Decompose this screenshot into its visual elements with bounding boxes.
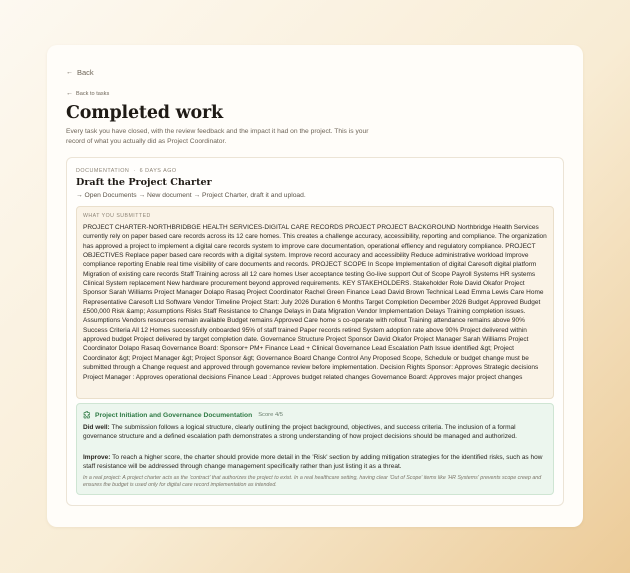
task-age: 6 DAYS AGO [139,168,177,174]
submission-text: PROJECT CHARTER-NORTHBRIDBGE HEALTH SERVICES-DIGITAL CARE RECORDS PROJECT PROJECT BACKGROUND Northbridge Health Services currently rely on paper based care records across its 12 care homes. This creates a challenge accuracy, accessibility, reporting and compliance. The organization has approved a project to implement a digital care records system to improve care documentation, operational effiency and regulatory compliance. PROJECT OBJECTIVES Replace paper based care records with a digital system. Improve record accuracy and accessibility Reduce administrative workload Improve compliance reporting Enable real time visibility of care documents and records. PROJECT SCOPE In Scope Implementation of digital Caresoft digital platform Migration of existing care records Staff Training across all 12 care homes User acceptance testing Go-live support Out of Scope Payroll Systems HR systems Clinical System replacement New hardware procurement beyond approved requirements. KEY STAKEHOLDERS. Stakeholder Role David Okafor Project Sponsor Sarah Williams Project Manager Dolapo Rasaq Project Coordinator Rachel Green Finance Lead David Brown Technical Lead Emma Lewis Care Home Representative Caresoft Ltd Software Vendor Timeline Project Start: July 2026 Duration 6 Months Target Completion December 2026 Budget Approved Budget £500,000 Risk &amp; Assumptions Risks Staff Resistance to Change Delays in Data Migration Vendor Implementation Delays Training completion issues. Assumptions Vendors resources remain available Budget remains Approved Care home s co-operate with rollout Training attendance remains above 90% Success Criteria All 12 Homes successfully onboarded 95% of staff trained Paper records retired System adoption rate above 90% Project delivered within approved budget Project delivered by target completion date. Governance Structure Project Sponsor David Okafor Project Manager Sarah Williams Project Coordinator Dolapo Rasaq Governance Board: Sponsor+ PM+ Finance Lead + Clinical Governance Lead Escalation Path Issue identified &gt; Project Coordinator &gt; Project Manager &gt; Project Sponsor &gt; Governance Board Change Control Any Proposed Scope, Schedule or budget change must be submitted through a Change request and approved through governance review before implementation. Decision Rights Sponsor: Approves Strategic decisions Project Manager : Approves operational decisions Finance Lead : Approves budget related changes Governance Board: Approves major project changes [83,224,547,381]
feedback-header [83,411,283,419]
back-to-tasks-label: Back to tasks [76,90,110,97]
did-well-label: Did well: [83,424,110,431]
completed-work-panel [47,45,583,527]
arrow-left-icon: ← [66,69,73,76]
real-project-note: In a real project: A project charter acts as the 'contract' that authorizes the project to exist. In a real healthcare setting, having clear 'Out of Scope' items like 'HR Systems' prevents scope creep and ensures the budget is used only for digital care record implementation as intended. [83,475,542,489]
arrow-left-icon: ← [66,90,73,97]
task-card [66,157,564,506]
task-title: Draft the Project Charter [76,177,212,188]
page-subtitle: Every task you have closed, with the review feedback and the impact it had on the project. This is your record of what you actually did as Project Coordinator. [66,128,369,145]
did-well-text: The submission follows a logical structure, clearly outlining the project background, objectives, and success criteria. The inclusion of a formal governance structure and a defined escalation path demonstrates a strong understanding of how project decisions should be managed and authorized. [83,424,517,441]
improve-label: Improve: [83,454,111,461]
feedback-title: Project Initiation and Governance Documentation [95,411,253,419]
back-label: Back [77,68,94,77]
back-link[interactable] [66,68,94,77]
feedback-score: Score 4/5 [258,412,283,418]
meta-separator: · [133,168,136,174]
task-meta [76,168,177,174]
feedback-box [76,403,554,495]
improve-block [83,453,551,472]
task-category: DOCUMENTATION [76,168,130,174]
task-steps: → Open Documents → New document → Project Charter, draft it and upload. [76,192,306,199]
submission-label: WHAT YOU SUBMITTED [83,213,151,219]
did-well-block [83,423,551,442]
improve-text: To reach a higher score, the charter should provide more detail in the 'Risk' section by adding mitigation strategies for the identified risks, such as how staff resistance will be addressed through change management specifically rather than just listing it as a threat. [83,454,543,471]
back-to-tasks-link[interactable] [66,90,109,97]
page-title: Completed work [66,103,223,123]
submission-box [76,206,554,399]
puzzle-icon [83,411,91,419]
